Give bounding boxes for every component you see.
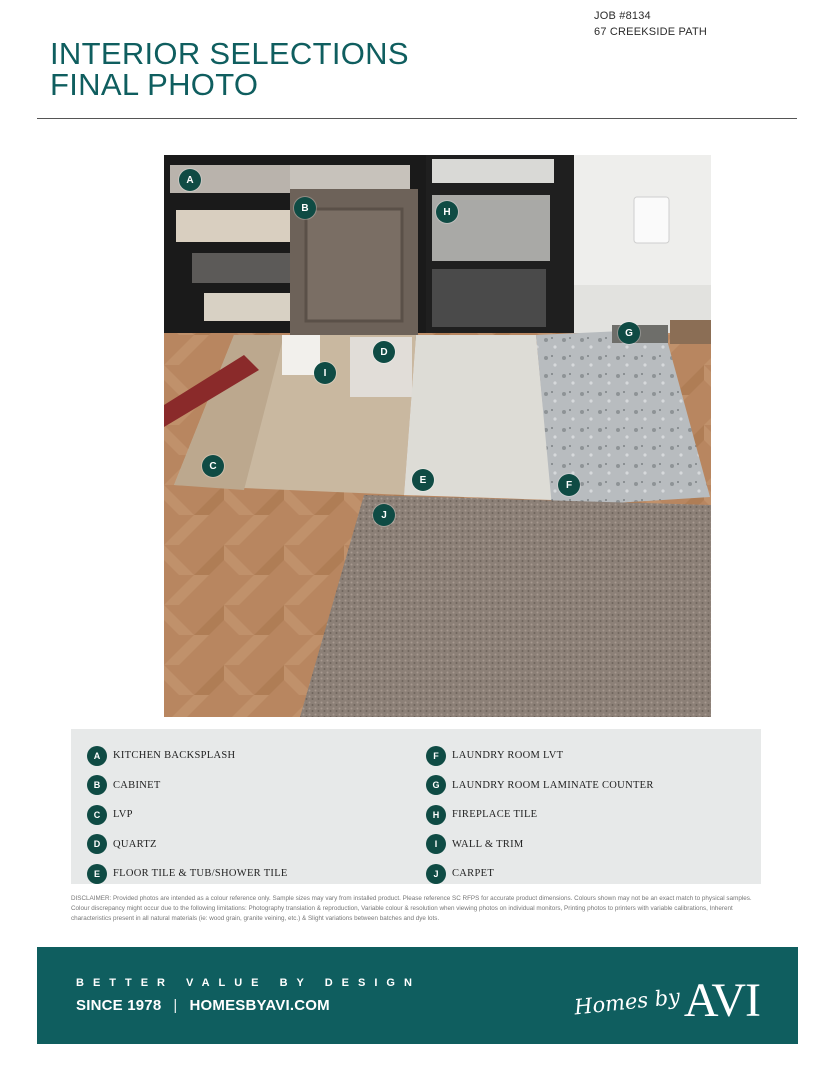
disclaimer-text: DISCLAIMER: Provided photos are intended as a colour reference only. Sample sizes may vary from installed product. Please reference SC RFPS for accurate product dimensions. Colours shown may not be an exact match to physical samples. Colour discrepancy might occur due to the following limitations: Photography translation & reproduction, Variable colour & resolution when viewing photos on individual monitors, Printing photos to printers with variable calibrations, Inherent characteristics present in all natural materials (ie: wood grain, granite veining, etc.) & Slight variations between batches and dye lots. [71,895,752,922]
selections-photo-illustration [164,155,711,717]
legend-column-left [87,741,288,889]
legend-marker: A [87,746,107,766]
title-line-2: FINAL PHOTO [50,67,259,102]
marker-d: D [373,341,395,363]
legend-item [87,800,288,830]
header-divider [37,118,797,119]
legend-label: LAUNDRY ROOM LAMINATE COUNTER [452,779,654,791]
marker-f: F [558,474,580,496]
legend-item [426,800,654,830]
legend-item [426,771,654,801]
legend-item [87,741,288,771]
logo-script-text: Homes by [572,984,681,1020]
legend-label: FIREPLACE TILE [452,809,538,821]
footer-contact [76,997,330,1014]
footer-separator: | [173,997,178,1014]
legend-marker: D [87,834,107,854]
page-title [50,38,409,100]
legend-label: CARPET [452,868,495,880]
marker-g: G [618,322,640,344]
legend-marker: H [426,805,446,825]
footer-banner [37,947,798,1044]
title-line-1: INTERIOR SELECTIONS [50,36,409,71]
legend-label: LVP [113,809,133,821]
marker-c: C [202,455,224,477]
legend-item [87,859,288,889]
footer-since: SINCE 1978 [76,997,162,1014]
legend-label: LAUNDRY ROOM LVT [452,750,564,762]
marker-b: B [294,197,316,219]
legend-label: KITCHEN BACKSPLASH [113,750,236,762]
marker-a: A [179,169,201,191]
footer-website-link[interactable]: HOMESBYAVI.COM [189,997,330,1014]
marker-e: E [412,469,434,491]
legend-item [426,741,654,771]
marker-h: H [436,201,458,223]
legend-marker: I [426,834,446,854]
marker-j: J [373,504,395,526]
legend-marker: C [87,805,107,825]
legend-label: WALL & TRIM [452,838,524,850]
marker-i: I [314,362,336,384]
legend-marker: G [426,775,446,795]
legend-item [87,771,288,801]
job-number: JOB #8134 [594,10,651,22]
legend-label: CABINET [113,779,161,791]
job-info [594,8,707,40]
logo-avi-mark: AVI [683,974,760,1027]
legend-label: QUARTZ [113,838,157,850]
selections-photo [164,155,711,717]
legend-marker: J [426,864,446,884]
legend-label: FLOOR TILE & TUB/SHOWER TILE [113,868,288,880]
legend-item [87,830,288,860]
legend-marker: B [87,775,107,795]
job-address: 67 CREEKSIDE PATH [594,26,708,38]
selections-legend [71,729,761,884]
homes-by-avi-logo [574,966,760,1026]
legend-marker: E [87,864,107,884]
legend-item [426,859,654,889]
legend-marker: F [426,746,446,766]
footer-tagline: BETTER VALUE BY DESIGN [76,977,421,989]
legend-column-right [426,741,654,889]
legend-item [426,830,654,860]
